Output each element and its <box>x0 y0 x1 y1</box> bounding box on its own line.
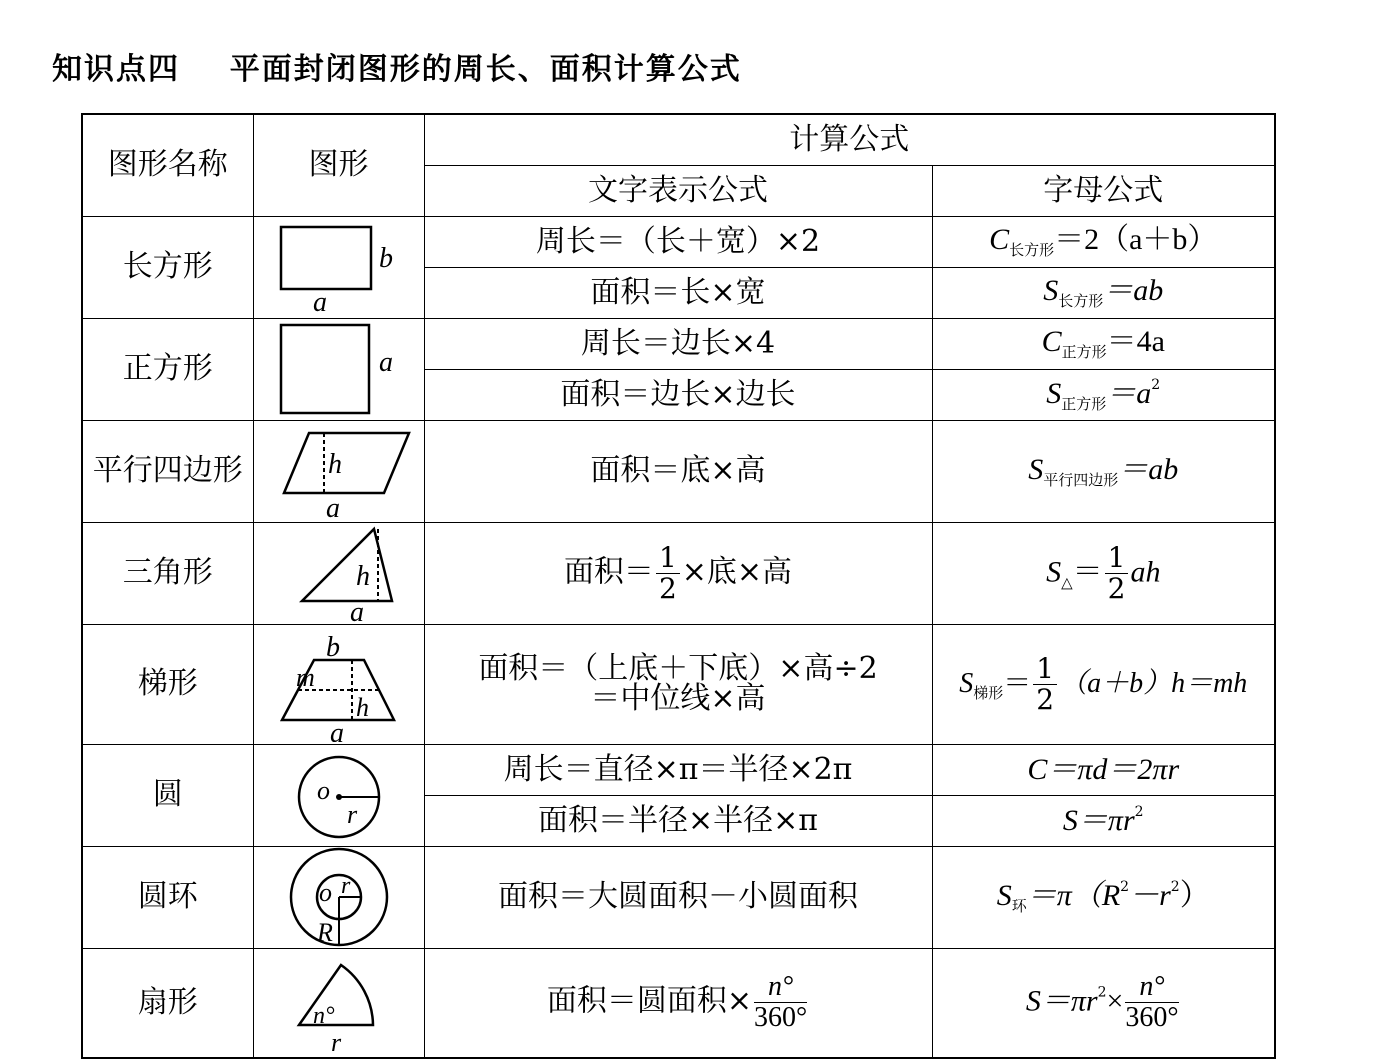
triangle-name: 三角形 <box>82 522 253 624</box>
header-formula: 计算公式 <box>424 114 1275 165</box>
circle-figure <box>253 744 424 846</box>
annulus-name: 圆环 <box>82 846 253 948</box>
triangle-figure-icon <box>264 523 414 623</box>
rect-name: 长方形 <box>82 216 253 318</box>
annulus-figure-icon <box>279 847 399 947</box>
trapezoid-name: 梯形 <box>82 624 253 744</box>
square-name: 正方形 <box>82 318 253 420</box>
circle-label-o: o <box>316 776 330 805</box>
annulus-label-r: r <box>340 873 350 899</box>
circle-name: 圆 <box>82 744 253 846</box>
annulus-label-o: o <box>318 878 332 907</box>
square-perimeter-text: 周长＝边长×4 <box>424 318 932 369</box>
trapezoid-label-a: a <box>329 718 344 742</box>
sector-name: 扇形 <box>82 948 253 1058</box>
triangle-area-letter: $S_\triangle=$ $\frac{1}{2}$ ah <box>932 522 1275 624</box>
header-text-formula: 文字表示公式 <box>424 165 932 216</box>
triangle-label-a: a <box>349 597 364 623</box>
rect-perimeter-text: 周长＝（长＋宽）×2 <box>424 216 932 267</box>
square-figure <box>253 318 424 420</box>
rect-label-a: a <box>312 287 327 315</box>
triangle-label-h: h <box>355 561 370 592</box>
circle-label-r: r <box>346 800 357 829</box>
rectangle-figure-icon <box>269 219 409 315</box>
circle-perimeter-text: 周长＝直径×π＝半径×2π <box>424 744 932 795</box>
triangle-figure <box>253 522 424 624</box>
trapezoid-area-letter: $S_{梯形}=$ $\frac{1}{2}$ （a＋b）h＝mh <box>932 624 1275 744</box>
annulus-label-R: R <box>316 918 333 947</box>
sector-label-n: n° <box>312 1002 335 1029</box>
parallelogram-figure-icon <box>264 423 414 519</box>
square-perimeter-letter: $C_{正方形}=4a$ <box>932 318 1275 369</box>
square-area-letter: $S_{正方形}=a^2$ <box>932 369 1275 420</box>
circle-figure-icon <box>279 747 399 843</box>
rect-label-b: b <box>378 243 393 274</box>
annulus-area-letter: $S_环=\pi(R^2-r^2)$ <box>932 846 1275 948</box>
parallelogram-area-text: 面积＝底×高 <box>424 420 932 522</box>
rect-area-letter: $S_{长方形}=ab$ <box>932 267 1275 318</box>
trapezoid-label-b: b <box>325 632 340 663</box>
annulus-area-text: 面积＝大圆面积－小圆面积 <box>424 846 932 948</box>
parallelogram-label-a: a <box>325 493 340 519</box>
sector-area-letter: $S=\pi r^2\times$ $\frac{n^\circ}{360^\circ}$ <box>932 948 1275 1058</box>
sector-label-r: r <box>330 1027 341 1053</box>
square-figure-icon <box>269 321 409 417</box>
trapezoid-figure-icon <box>264 626 414 742</box>
circle-area-text: 面积＝半径×半径×π <box>424 795 932 846</box>
trapezoid-figure <box>253 624 424 744</box>
header-shape: 图形 <box>253 114 424 216</box>
annulus-figure <box>253 846 424 948</box>
rect-figure <box>253 216 424 318</box>
parallelogram-area-letter: $S_{平行四边形}=ab$ <box>932 420 1275 522</box>
sector-figure-icon <box>269 953 409 1053</box>
rect-perimeter-letter: $C_{长方形}=2(a+b)$ <box>932 216 1275 267</box>
header-letter-formula: 字母公式 <box>932 165 1275 216</box>
circle-perimeter-letter: C＝πd＝2πr <box>932 744 1275 795</box>
square-area-text: 面积＝边长×边长 <box>424 369 932 420</box>
section-title: 知识点四 平面封闭图形的周长、面积计算公式 <box>52 52 742 87</box>
parallelogram-label-h: h <box>327 449 342 480</box>
sector-figure <box>253 948 424 1058</box>
header-name: 图形名称 <box>82 114 253 216</box>
trapezoid-label-m: m <box>295 663 315 692</box>
trapezoid-area-text: 面积＝（上底＋下底）×高÷2 ＝中位线×高 <box>424 624 932 744</box>
trapezoid-label-h: h <box>355 693 369 722</box>
triangle-area-text: 面积＝ $\frac{1}{2}$ ×底×高 <box>424 522 932 624</box>
parallelogram-figure <box>253 420 424 522</box>
formula-table <box>81 113 1276 1059</box>
square-label-a: a <box>378 347 393 378</box>
rect-area-text: 面积＝长×宽 <box>424 267 932 318</box>
parallelogram-name: 平行四边形 <box>82 420 253 522</box>
sector-area-text: 面积＝圆面积× $\frac{n^\circ}{360^\circ}$ <box>424 948 932 1058</box>
circle-area-letter: $S=\pi r^2$ <box>932 795 1275 846</box>
